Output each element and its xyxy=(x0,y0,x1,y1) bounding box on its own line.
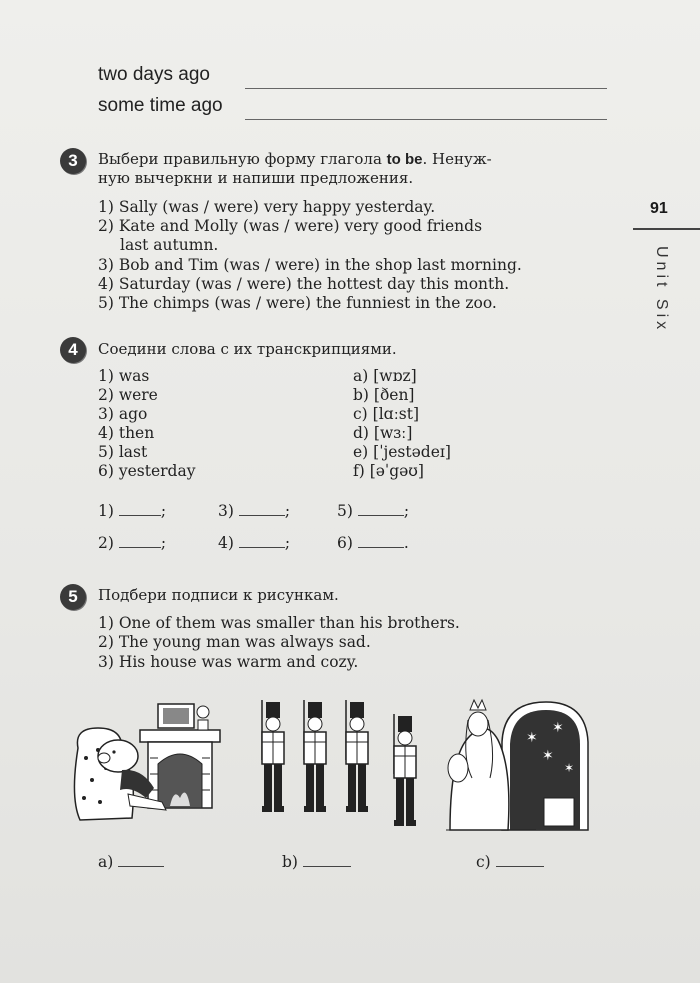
write-line[interactable] xyxy=(245,119,607,120)
svg-text:✶: ✶ xyxy=(542,748,554,764)
exercise-badge-3: 3 xyxy=(60,148,86,174)
answer-label: 5) xyxy=(337,502,358,520)
ex4-answer-2[interactable] xyxy=(98,533,166,553)
answer-label: 3) xyxy=(218,502,239,520)
ex4-answer-1[interactable] xyxy=(98,501,166,521)
exercise-4-instruction: Соедини слова с их транскрипциями. xyxy=(98,340,397,358)
ex3-instruction-bold: to be xyxy=(386,151,423,168)
ex4-answer-5[interactable] xyxy=(337,501,409,521)
answer-punct: ; xyxy=(284,502,291,520)
ex3-instruction-line2: ную вычеркни и напиши предложения. xyxy=(98,169,414,187)
ex4-word: 2) were xyxy=(98,386,158,404)
phrase-two-days-ago: two days ago xyxy=(98,64,210,85)
picture-letter: c) xyxy=(476,853,491,871)
phrase-some-time-ago: some time ago xyxy=(98,95,223,116)
answer-punct: ; xyxy=(403,502,410,520)
ex4-transcription: c) [lɑːst] xyxy=(353,405,420,423)
answer-blank[interactable] xyxy=(358,533,404,548)
picture-blank[interactable] xyxy=(496,852,544,867)
ex5-caption: 2) The young man was always sad. xyxy=(98,633,371,651)
answer-punct: ; xyxy=(160,534,167,552)
picture-letter: a) xyxy=(98,853,114,871)
ex4-word: 1) was xyxy=(98,367,150,385)
picture-label-c[interactable] xyxy=(476,852,544,872)
ex4-answer-6[interactable] xyxy=(337,533,409,553)
picture-blank[interactable] xyxy=(118,852,164,867)
answer-blank[interactable] xyxy=(119,501,161,516)
answer-label: 2) xyxy=(98,534,119,552)
ex4-transcription: e) [ˈjestədeɪ] xyxy=(353,443,451,461)
exercise-badge-5: 5 xyxy=(60,584,86,610)
svg-text:✶: ✶ xyxy=(526,730,538,746)
ex3-sentence-cont: last autumn. xyxy=(120,236,219,254)
illustration-toy-soldiers xyxy=(258,700,428,832)
side-rule xyxy=(633,228,700,230)
ex3-sentence: 4) Saturday (was / were) the hottest day this month. xyxy=(98,275,510,293)
answer-label: 1) xyxy=(98,502,119,520)
picture-label-a[interactable] xyxy=(98,852,164,872)
ex4-word: 4) then xyxy=(98,424,155,442)
ex5-caption: 1) One of them was smaller than his brothers. xyxy=(98,614,460,632)
ex3-instruction-part: . Ненуж- xyxy=(422,150,492,168)
ex3-instruction-part: Выбери правильную форму глагола xyxy=(98,150,387,168)
answer-blank[interactable] xyxy=(119,533,161,548)
answer-blank[interactable] xyxy=(239,533,285,548)
ex4-transcription: b) [ðen] xyxy=(353,386,415,404)
ex3-sentence: 3) Bob and Tim (was / were) in the shop last morning. xyxy=(98,256,522,274)
ex4-answer-4[interactable] xyxy=(218,533,290,553)
exercise-badge-4: 4 xyxy=(60,337,86,363)
answer-punct: . xyxy=(403,534,409,552)
svg-text:✶: ✶ xyxy=(552,720,564,736)
write-line[interactable] xyxy=(245,88,607,89)
answer-blank[interactable] xyxy=(239,501,285,516)
exercise-5-instruction: Подбери подписи к рисункам. xyxy=(98,586,339,604)
answer-blank[interactable] xyxy=(358,501,404,516)
illustration-piglet-fireplace xyxy=(70,698,240,833)
page-number: 91 xyxy=(650,200,668,217)
ex4-transcription: f) [əˈgəʊ] xyxy=(353,462,424,480)
answer-punct: ; xyxy=(284,534,291,552)
svg-text:✶: ✶ xyxy=(564,761,575,775)
answer-label: 6) xyxy=(337,534,358,552)
ex4-word: 5) last xyxy=(98,443,148,461)
illustration-princess-window xyxy=(446,698,591,836)
ex4-answer-3[interactable] xyxy=(218,501,290,521)
picture-label-b[interactable] xyxy=(282,852,351,872)
answer-label: 4) xyxy=(218,534,239,552)
picture-letter: b) xyxy=(282,853,298,871)
ex4-transcription: a) [wɒz] xyxy=(353,367,417,385)
ex4-word: 3) ago xyxy=(98,405,148,423)
ex3-sentence: 1) Sally (was / were) very happy yesterday. xyxy=(98,198,436,216)
unit-label: Unit Six xyxy=(653,246,670,334)
ex3-sentence: 2) Kate and Molly (was / were) very good friends xyxy=(98,217,483,235)
ex5-caption: 3) His house was warm and cozy. xyxy=(98,653,359,671)
exercise-3-instruction xyxy=(98,150,606,188)
ex4-word: 6) yesterday xyxy=(98,462,196,480)
ex3-sentence: 5) The chimps (was / were) the funniest in the zoo. xyxy=(98,294,497,312)
picture-blank[interactable] xyxy=(303,852,351,867)
ex4-transcription: d) [wɜː] xyxy=(353,424,413,442)
answer-punct: ; xyxy=(160,502,167,520)
